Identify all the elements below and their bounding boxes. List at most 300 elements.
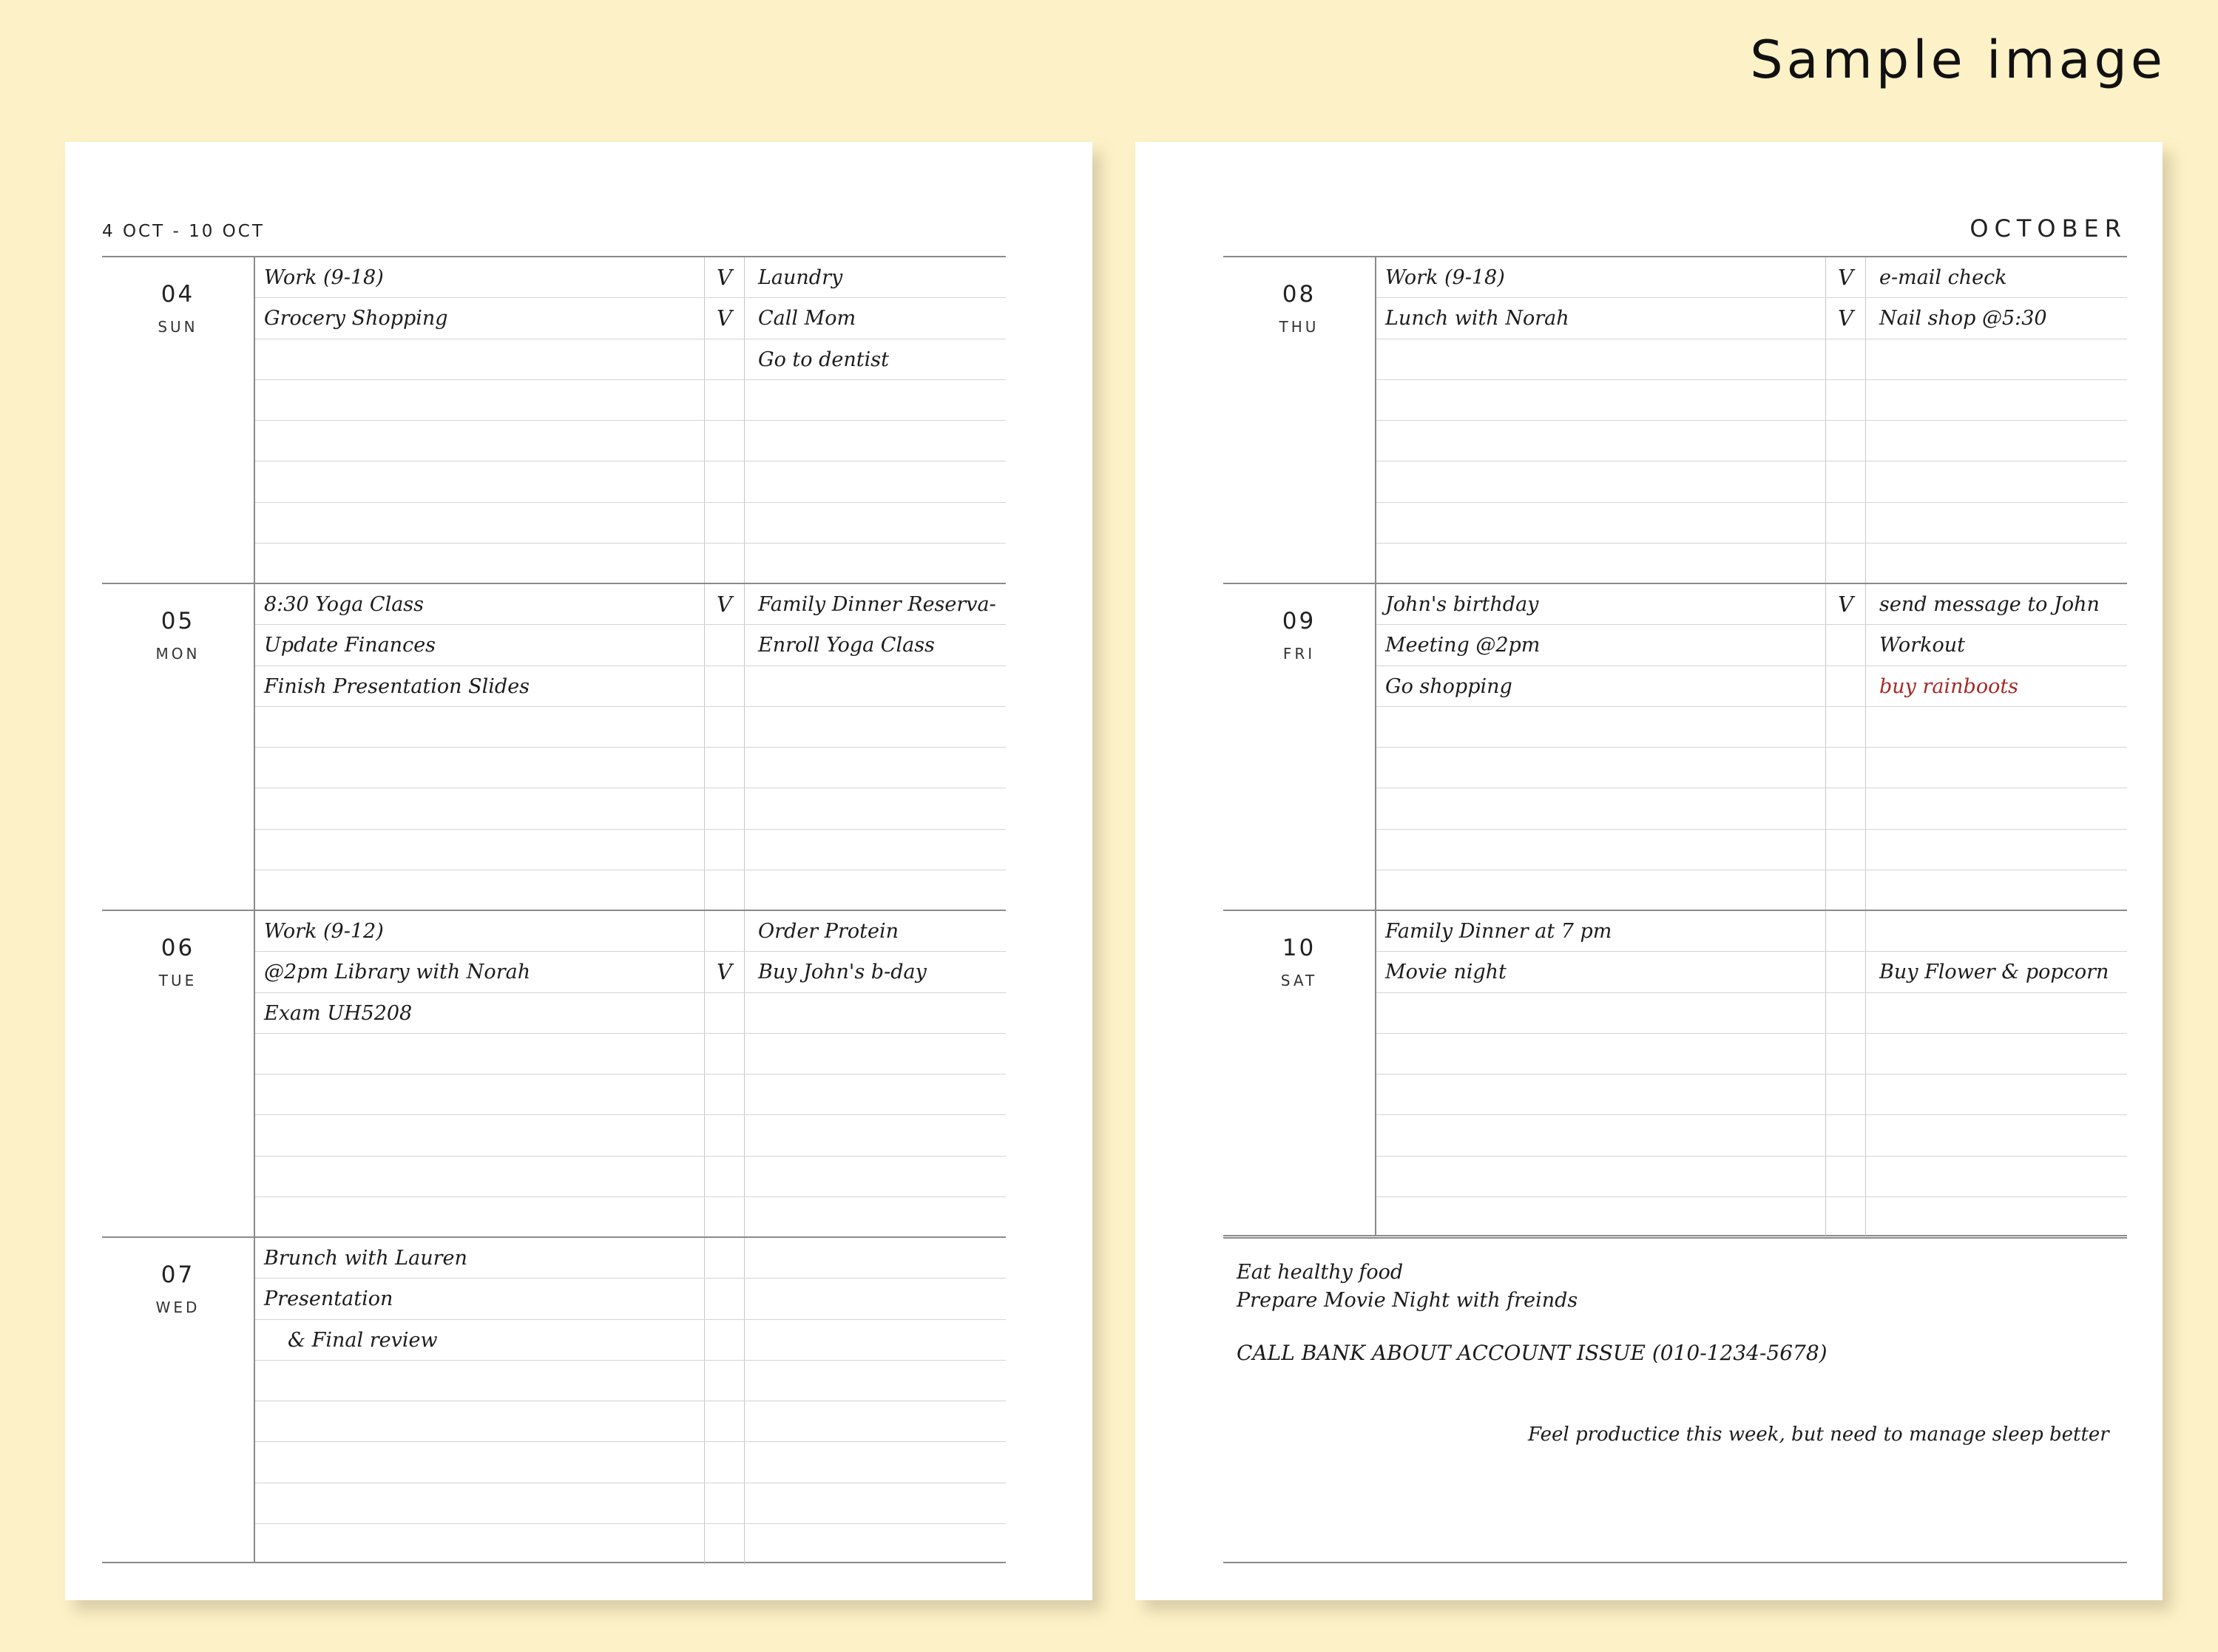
planner-row (1376, 748, 2127, 788)
day-section-fri (1223, 583, 2127, 910)
task-cell[interactable] (1376, 339, 1826, 379)
note-line: Prepare Movie Night with freinds (1237, 1289, 1578, 1312)
left-planner-page (65, 142, 1092, 1600)
check-cell[interactable] (705, 707, 745, 747)
task-cell[interactable] (1376, 461, 1826, 501)
task-cell[interactable] (255, 1401, 705, 1441)
planner-row (255, 1483, 1006, 1524)
check-cell[interactable] (705, 1115, 745, 1155)
side-note-cell[interactable] (1866, 911, 2127, 951)
task-cell[interactable] (255, 421, 705, 461)
task-cell[interactable] (255, 666, 705, 706)
check-cell[interactable] (705, 1238, 745, 1278)
check-cell[interactable] (705, 1197, 745, 1238)
planner-row (255, 1074, 1006, 1115)
task-cell[interactable] (1376, 625, 1826, 665)
task-cell[interactable] (255, 1157, 705, 1196)
task-cell[interactable] (255, 257, 705, 297)
side-note-cell[interactable] (745, 1074, 1006, 1114)
day-number: 07 (160, 1262, 195, 1288)
day-rows (254, 584, 1006, 910)
planner-row (255, 707, 1006, 748)
check-cell[interactable] (1826, 830, 1866, 870)
task-cell[interactable] (1376, 1115, 1826, 1155)
planner-row (1376, 1115, 2127, 1156)
week-range-label: 4 OCT - 10 OCT (102, 222, 265, 241)
task-cell[interactable] (255, 788, 705, 828)
day-rows (254, 257, 1006, 583)
task-cell[interactable] (1376, 952, 1826, 992)
side-note-cell[interactable] (745, 298, 1006, 338)
check-cell[interactable] (1826, 461, 1866, 501)
check-cell[interactable] (1826, 870, 1866, 911)
planner-row (1376, 625, 2127, 666)
check-cell[interactable] (1826, 625, 1866, 665)
task-text: Work (9-18) (264, 266, 384, 289)
task-text: Work (9-18) (1385, 266, 1505, 289)
side-note-cell[interactable] (1866, 1034, 2127, 1074)
task-cell[interactable] (1376, 1034, 1826, 1074)
task-text: Lunch with Norah (1385, 307, 1569, 331)
planner-row (255, 1524, 1006, 1565)
side-note-cell[interactable] (745, 1238, 1006, 1278)
planner-row (255, 830, 1006, 870)
planner-row (1376, 298, 2127, 339)
task-cell[interactable] (255, 1361, 705, 1401)
check-cell[interactable] (705, 1401, 745, 1441)
task-text: 8:30 Yoga Class (264, 593, 425, 616)
check-cell[interactable] (1826, 1115, 1866, 1155)
check-cell[interactable] (705, 1483, 745, 1523)
task-cell[interactable] (1376, 421, 1826, 461)
planner-row (255, 339, 1006, 380)
side-note-cell[interactable] (1866, 380, 2127, 420)
planner-row (255, 380, 1006, 421)
task-cell[interactable] (1376, 748, 1826, 788)
check-cell[interactable] (1826, 421, 1866, 461)
check-cell[interactable] (705, 830, 745, 870)
side-note-cell[interactable] (745, 1524, 1006, 1565)
side-note-cell[interactable] (1866, 298, 2127, 338)
planner-row (1376, 1034, 2127, 1074)
planner-row (255, 952, 1006, 992)
task-cell[interactable] (255, 1034, 705, 1074)
task-cell[interactable] (255, 461, 705, 501)
check-cell[interactable] (1826, 584, 1866, 624)
planner-row (1376, 870, 2127, 911)
task-cell[interactable] (255, 503, 705, 543)
side-note-cell[interactable] (745, 1157, 1006, 1196)
check-cell[interactable] (705, 380, 745, 420)
day-name: THU (1279, 318, 1319, 336)
task-cell[interactable] (255, 339, 705, 379)
side-note-cell[interactable] (1866, 748, 2127, 788)
side-note-cell[interactable] (745, 380, 1006, 420)
check-mark: V (717, 592, 732, 617)
side-note-cell[interactable] (745, 1361, 1006, 1401)
check-cell[interactable] (705, 870, 745, 911)
task-cell[interactable] (255, 911, 705, 951)
planner-row (255, 1279, 1006, 1319)
task-cell[interactable] (255, 870, 705, 911)
sample-image-banner: Sample image (1750, 30, 2166, 90)
task-cell[interactable] (255, 544, 705, 584)
side-note-cell[interactable] (1866, 1115, 2127, 1155)
side-note-cell[interactable] (1866, 339, 2127, 379)
note-line: Feel productice this week, but need to manage sleep better (1528, 1424, 2109, 1446)
day-name: FRI (1282, 645, 1316, 663)
check-cell[interactable] (705, 1074, 745, 1114)
check-cell[interactable] (705, 1361, 745, 1401)
side-note-cell[interactable] (745, 625, 1006, 665)
left-day-grid (102, 256, 1006, 1563)
task-text: Movie night (1385, 961, 1507, 984)
side-note-text: Family Dinner Reserva- (758, 593, 996, 616)
day-section-tue (102, 910, 1006, 1236)
day-number: 10 (1282, 935, 1316, 961)
task-text: Grocery Shopping (264, 307, 448, 331)
planner-row (255, 1197, 1006, 1238)
side-note-cell[interactable] (1866, 993, 2127, 1033)
side-note-cell[interactable] (745, 339, 1006, 379)
planner-row (1376, 1197, 2127, 1238)
check-cell[interactable] (1826, 1074, 1866, 1114)
task-cell[interactable] (255, 380, 705, 420)
planner-row (1376, 503, 2127, 544)
planner-row (255, 748, 1006, 788)
task-text: Finish Presentation Slides (264, 674, 530, 698)
task-cell[interactable] (255, 298, 705, 338)
side-note-cell[interactable] (745, 993, 1006, 1033)
planner-row (255, 1115, 1006, 1156)
planner-row (255, 298, 1006, 339)
side-note-text: Buy Flower & popcorn (1879, 961, 2109, 984)
side-note-cell[interactable] (745, 830, 1006, 870)
task-cell[interactable] (1376, 830, 1826, 870)
side-note-cell[interactable] (745, 544, 1006, 584)
check-cell[interactable] (1826, 1197, 1866, 1238)
side-note-cell[interactable] (745, 1034, 1006, 1074)
check-mark: V (717, 265, 732, 290)
planner-row (1376, 830, 2127, 870)
check-cell[interactable] (705, 952, 745, 992)
check-cell[interactable] (705, 748, 745, 788)
day-name: SUN (158, 318, 198, 336)
planner-row (255, 1034, 1006, 1074)
check-cell[interactable] (1826, 298, 1866, 338)
task-cell[interactable] (255, 1320, 705, 1360)
task-cell[interactable] (255, 1279, 705, 1318)
planner-row (1376, 993, 2127, 1034)
day-number: 04 (160, 281, 195, 308)
check-cell[interactable] (705, 666, 745, 706)
planner-row (1376, 666, 2127, 707)
side-note-cell[interactable] (1866, 584, 2127, 624)
planner-row (1376, 911, 2127, 952)
side-note-cell[interactable] (1866, 788, 2127, 828)
task-cell[interactable] (255, 1483, 705, 1523)
side-note-text: Order Protein (758, 920, 899, 943)
planner-row (255, 1361, 1006, 1401)
side-note-text: e-mail check (1879, 266, 2007, 289)
task-text: & Final review (288, 1328, 438, 1352)
task-cell[interactable] (255, 1115, 705, 1155)
side-note-cell[interactable] (745, 1320, 1006, 1360)
side-note-text: Laundry (758, 266, 843, 289)
side-note-cell[interactable] (745, 421, 1006, 461)
planner-row (255, 1157, 1006, 1197)
day-name: TUE (158, 972, 197, 989)
check-mark: V (1838, 265, 1853, 290)
check-cell[interactable] (1826, 748, 1866, 788)
planner-row (1376, 380, 2127, 421)
planner-row (255, 544, 1006, 584)
task-cell[interactable] (255, 1442, 705, 1482)
check-cell[interactable] (1826, 993, 1866, 1033)
day-number: 06 (160, 935, 195, 961)
planner-row (1376, 544, 2127, 584)
side-note-cell[interactable] (745, 461, 1006, 501)
task-cell[interactable] (255, 1074, 705, 1114)
check-cell[interactable] (1826, 1157, 1866, 1196)
task-cell[interactable] (255, 1524, 705, 1565)
check-cell[interactable] (705, 461, 745, 501)
planner-row (1376, 1157, 2127, 1197)
side-note-cell[interactable] (745, 503, 1006, 543)
check-cell[interactable] (705, 993, 745, 1033)
side-note-text: Call Mom (758, 307, 856, 331)
side-note-cell[interactable] (745, 1442, 1006, 1482)
day-number: 08 (1282, 281, 1316, 308)
side-note-cell[interactable] (1866, 1197, 2127, 1238)
right-planner-page (1135, 142, 2163, 1600)
side-note-cell[interactable] (745, 788, 1006, 828)
planner-row (255, 666, 1006, 707)
check-cell[interactable] (705, 1442, 745, 1482)
check-cell[interactable] (705, 298, 745, 338)
task-cell[interactable] (1376, 380, 1826, 420)
side-note-text: Buy John's b-day (758, 961, 927, 984)
note-line: Eat healthy food (1237, 1261, 1404, 1284)
side-note-cell[interactable] (745, 1483, 1006, 1523)
side-note-cell[interactable] (1866, 544, 2127, 584)
right-day-grid (1223, 256, 2127, 1236)
planner-row (1376, 788, 2127, 829)
planner-row (255, 584, 1006, 625)
planner-row (1376, 1074, 2127, 1115)
side-note-cell[interactable] (1866, 257, 2127, 297)
task-text: Update Finances (264, 634, 436, 657)
planner-row (1376, 584, 2127, 625)
planner-row (1376, 257, 2127, 298)
planner-row (1376, 952, 2127, 992)
check-cell[interactable] (1826, 666, 1866, 706)
check-cell[interactable] (1826, 503, 1866, 543)
planner-row (255, 870, 1006, 911)
side-note-cell[interactable] (745, 748, 1006, 788)
task-cell[interactable] (255, 584, 705, 624)
side-note-cell[interactable] (1866, 1074, 2127, 1114)
side-note-cell[interactable] (1866, 625, 2127, 665)
check-cell[interactable] (705, 625, 745, 665)
task-cell[interactable] (1376, 870, 1826, 911)
task-cell[interactable] (255, 748, 705, 788)
check-cell[interactable] (705, 1524, 745, 1565)
side-note-text: buy rainboots (1879, 674, 2019, 698)
side-note-text: send message to John (1879, 593, 2100, 616)
day-number: 05 (160, 608, 195, 634)
planner-row (1376, 421, 2127, 461)
planner-row (255, 461, 1006, 502)
planner-row (255, 421, 1006, 461)
check-mark: V (717, 305, 732, 331)
side-note-cell[interactable] (745, 952, 1006, 992)
side-note-cell[interactable] (745, 1197, 1006, 1238)
check-cell[interactable] (705, 1034, 745, 1074)
task-cell[interactable] (255, 952, 705, 992)
check-cell[interactable] (705, 911, 745, 951)
task-cell[interactable] (1376, 1197, 1826, 1238)
day-section-wed (102, 1236, 1006, 1563)
task-cell[interactable] (1376, 993, 1826, 1033)
planner-row (255, 1401, 1006, 1442)
planner-row (1376, 707, 2127, 748)
task-cell[interactable] (255, 993, 705, 1033)
task-text: Family Dinner at 7 pm (1385, 920, 1612, 943)
planner-row (1376, 339, 2127, 380)
task-cell[interactable] (1376, 1074, 1826, 1114)
side-note-cell[interactable] (745, 584, 1006, 624)
check-cell[interactable] (1826, 911, 1866, 951)
task-text: Brunch with Lauren (264, 1247, 467, 1270)
side-note-cell[interactable] (745, 1279, 1006, 1318)
notes-area[interactable] (1223, 1237, 2127, 1563)
side-note-cell[interactable] (745, 257, 1006, 297)
check-cell[interactable] (1826, 339, 1866, 379)
side-note-cell[interactable] (745, 666, 1006, 706)
side-note-cell[interactable] (745, 911, 1006, 951)
side-note-text: Enroll Yoga Class (758, 634, 935, 657)
check-cell[interactable] (1826, 257, 1866, 297)
side-note-cell[interactable] (1866, 421, 2127, 461)
task-cell[interactable] (255, 830, 705, 870)
day-rows (254, 1238, 1006, 1562)
planner-row (255, 1320, 1006, 1361)
side-note-cell[interactable] (1866, 952, 2127, 992)
task-text: Presentation (264, 1287, 393, 1311)
task-cell[interactable] (1376, 788, 1826, 828)
task-cell[interactable] (1376, 257, 1826, 297)
check-mark: V (717, 959, 732, 985)
check-cell[interactable] (705, 1279, 745, 1318)
side-note-text: Go to dentist (758, 348, 889, 371)
day-rows (1375, 911, 2127, 1235)
check-cell[interactable] (705, 1320, 745, 1360)
side-note-cell[interactable] (745, 870, 1006, 911)
task-text: Meeting @2pm (1385, 634, 1541, 657)
check-cell[interactable] (1826, 544, 1866, 584)
day-name: MON (155, 645, 200, 663)
day-name: WED (155, 1299, 200, 1316)
side-note-text: Workout (1879, 634, 1965, 657)
side-note-text: Nail shop @5:30 (1879, 307, 2047, 331)
check-cell[interactable] (705, 544, 745, 584)
task-cell[interactable] (255, 1197, 705, 1238)
check-cell[interactable] (1826, 1034, 1866, 1074)
planner-row (255, 788, 1006, 829)
day-section-sat (1223, 910, 2127, 1236)
task-cell[interactable] (255, 625, 705, 665)
check-cell[interactable] (705, 1157, 745, 1196)
task-text: John's birthday (1385, 593, 1539, 616)
planner-row (255, 993, 1006, 1034)
check-cell[interactable] (705, 339, 745, 379)
side-note-cell[interactable] (1866, 870, 2127, 911)
task-cell[interactable] (1376, 544, 1826, 584)
day-rows (254, 911, 1006, 1236)
day-rows (1375, 584, 2127, 910)
check-mark: V (1838, 305, 1853, 331)
task-cell[interactable] (1376, 298, 1826, 338)
side-note-cell[interactable] (1866, 707, 2127, 747)
check-cell[interactable] (705, 257, 745, 297)
planner-row (255, 503, 1006, 544)
task-cell[interactable] (1376, 584, 1826, 624)
task-text: @2pm Library with Norah (264, 961, 531, 984)
side-note-cell[interactable] (1866, 666, 2127, 706)
check-cell[interactable] (705, 584, 745, 624)
task-cell[interactable] (255, 707, 705, 747)
side-note-cell[interactable] (745, 1115, 1006, 1155)
task-cell[interactable] (1376, 911, 1826, 951)
day-section-sun (102, 256, 1006, 583)
check-cell[interactable] (1826, 380, 1866, 420)
task-cell[interactable] (1376, 503, 1826, 543)
task-cell[interactable] (255, 1238, 705, 1278)
task-cell[interactable] (1376, 707, 1826, 747)
day-section-mon (102, 583, 1006, 910)
task-cell[interactable] (1376, 1157, 1826, 1196)
side-note-cell[interactable] (1866, 503, 2127, 543)
planner-row (255, 911, 1006, 952)
check-cell[interactable] (1826, 952, 1866, 992)
task-cell[interactable] (1376, 666, 1826, 706)
side-note-cell[interactable] (745, 707, 1006, 747)
check-cell[interactable] (1826, 788, 1866, 828)
check-cell[interactable] (705, 503, 745, 543)
side-note-cell[interactable] (1866, 830, 2127, 870)
check-mark: V (1838, 592, 1853, 617)
planner-row (255, 1238, 1006, 1279)
task-text: Go shopping (1385, 674, 1512, 698)
side-note-cell[interactable] (1866, 461, 2127, 501)
check-cell[interactable] (705, 788, 745, 828)
day-section-thu (1223, 256, 2127, 583)
task-text: Work (9-12) (264, 920, 384, 943)
planner-row (255, 1442, 1006, 1483)
side-note-cell[interactable] (1866, 1157, 2127, 1196)
planner-row (255, 625, 1006, 666)
planner-row (1376, 461, 2127, 502)
planner-row (255, 257, 1006, 298)
task-text: Exam UH5208 (264, 1001, 413, 1025)
check-cell[interactable] (1826, 707, 1866, 747)
day-number: 09 (1282, 608, 1316, 634)
note-line: CALL BANK ABOUT ACCOUNT ISSUE (010-1234-5678) (1237, 1341, 1828, 1365)
side-note-cell[interactable] (745, 1401, 1006, 1441)
day-name: SAT (1280, 972, 1318, 989)
check-cell[interactable] (705, 421, 745, 461)
